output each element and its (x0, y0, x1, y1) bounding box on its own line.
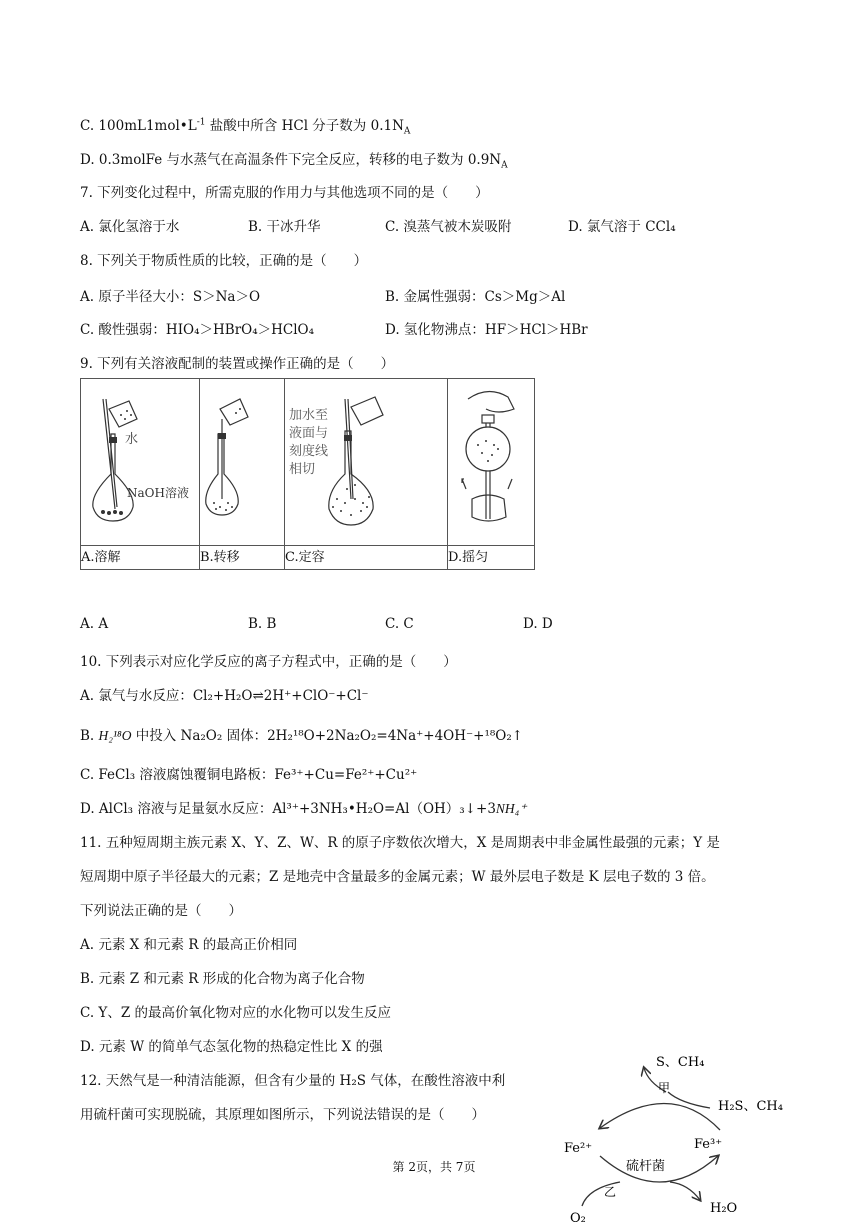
q7-stem: 7. 下列变化过程中，所需克服的作用力与其他选项不同的是（ ） (80, 185, 489, 201)
q9-image-a (81, 379, 200, 546)
q7-option-c: C. 溴蒸气被木炭吸附 (385, 219, 512, 235)
q12-label-top: S、CH₄ (656, 1055, 705, 1070)
q12-label-o2: O₂ (570, 1211, 586, 1226)
q12-label-fe2: Fe²⁺ (564, 1141, 593, 1156)
q10-stem: 10. 下列表示对应化学反应的离子方程式中，正确的是（ ） (80, 654, 457, 670)
q9-image-d (448, 379, 535, 546)
q12-label-bacteria: 硫杆菌 (626, 1159, 666, 1174)
q9-image-c (285, 379, 448, 546)
q12-label-fe3: Fe³⁺ (694, 1137, 723, 1152)
q9-caption-c: C.定容 (285, 546, 448, 570)
q9-option-a: A. A (80, 616, 109, 632)
q9-stem: 9. 下列有关溶液配制的装置或操作正确的是（ ） (80, 356, 395, 372)
q9-image-b (200, 379, 285, 546)
q8-option-d: D. 氢化物沸点：HF＞HCl＞HBr (385, 322, 588, 338)
q11-stem-2: 短周期中原子半径最大的元素；Z 是地壳中含量最多的金属元素；W 最外层电子数是 K 层电子数的 3 倍。 (80, 869, 715, 885)
q11-stem-3: 下列说法正确的是（ ） (80, 903, 242, 919)
q11-stem-1: 11. 五种短周期主族元素 X、Y、Z、W、R 的原子序数依次增大，X 是周期表中非金属性最强的元素；Y 是 (80, 835, 720, 851)
q6-option-d: D. 0.3molFe 与水蒸气在高温条件下完全反应，转移的电子数为 $0.9N_A$ (80, 152, 508, 171)
q9-caption-d: D.摇匀 (448, 546, 535, 570)
q9-c-label-2: 液面与 (289, 426, 329, 441)
q9-label-naoh: NaOH溶液 (127, 486, 189, 500)
q11-option-c: C. Y、Z 的最高价氧化物对应的水化物可以发生反应 (80, 1005, 392, 1021)
q9-option-b: B. B (248, 616, 277, 632)
q9-caption-b: B.转移 (200, 546, 285, 570)
q12-label-h2o: H₂O (710, 1201, 738, 1216)
q11-option-a: A. 元素 X 和元素 R 的最高正价相同 (80, 937, 298, 953)
q6-option-c: C. $100mL1mol•L^{-1}$ 盐酸中所含 HCl 分子数为 $0.1N_A$ (80, 117, 411, 137)
q12-stem-1: 12. 天然气是一种清洁能源，但含有少量的 H₂S 气体，在酸性溶液中利 (80, 1073, 506, 1089)
q7-option-b: B. 干冰升华 (248, 219, 321, 235)
q8-option-c: C. 酸性强弱：HIO₄＞HBrO₄＞HClO₄ (80, 322, 315, 338)
q8-stem: 8. 下列关于物质性质的比较，正确的是（ ） (80, 253, 368, 269)
q10b-formula: H₂¹⁸O (98, 728, 132, 743)
q12-stem-2: 用硫杆菌可实现脱硫，其原理如图所示，下列说法错误的是（ ） (80, 1107, 485, 1123)
q9-option-d: D. D (523, 616, 553, 632)
q7-option-d: D. 氯气溶于 CCl₄ (568, 219, 676, 235)
q8-option-b: B. 金属性强弱：Cs＞Mg＞Al (385, 289, 566, 305)
q12-label-reactant: H₂S、CH₄ (718, 1099, 783, 1114)
q10-option-a: A. 氯气与水反应：Cl₂+H₂O⇌2H⁺+ClO⁻+Cl⁻ (80, 688, 369, 704)
q9-c-label-3: 刻度线 (289, 444, 329, 459)
q10-option-d: D. AlCl₃ 溶液与足量氨水反应：Al³⁺+3NH₃•H₂O=Al（OH）₃↓+3NH₄⁺ (80, 801, 527, 817)
q10-option-c: C. FeCl₃ 溶液腐蚀覆铜电路板：Fe³⁺+Cu=Fe²⁺+Cu²⁺ (80, 767, 418, 783)
q11-option-d: D. 元素 W 的简单气态氢化物的热稳定性比 X 的强 (80, 1039, 383, 1055)
q12-label-jia: 甲 (658, 1081, 671, 1095)
q10-option-b: B. H₂¹⁸O 中投入 Na₂O₂ 固体：2H₂¹⁸O+2Na₂O₂=4Na⁺+4OH⁻+¹⁸O₂↑ (80, 728, 524, 744)
q12-cycle-diagram (560, 1048, 800, 1226)
q7-option-a: A. 氯化氢溶于水 (80, 219, 180, 235)
q11-option-b: B. 元素 Z 和元素 R 形成的化合物为离子化合物 (80, 971, 365, 987)
q12-label-yi: 乙 (604, 1185, 617, 1199)
q9-apparatus-table (80, 378, 535, 570)
q8-option-a: A. 原子半径大小：S＞Na＞O (80, 289, 261, 305)
q9-caption-a: A.溶解 (81, 546, 200, 570)
q9-option-c: C. C (385, 616, 414, 632)
page-footer: 第 2页，共 7页 (392, 1160, 476, 1174)
q9-c-label-1: 加水至 (289, 408, 329, 423)
q9-c-label-4: 相切 (289, 462, 316, 477)
q10d-formula: NH₄⁺ (495, 801, 527, 816)
q9-label-water: 水 (125, 432, 139, 447)
